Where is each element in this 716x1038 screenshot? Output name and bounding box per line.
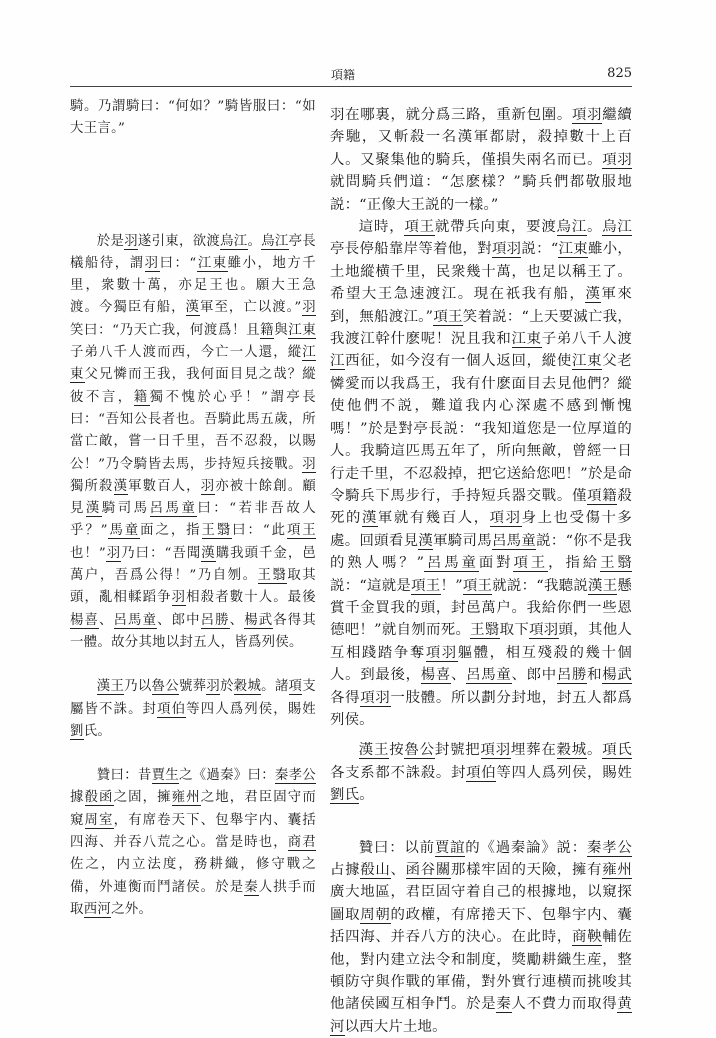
text-run: 雖小，土地縱横千里，民衆幾十萬，也足以稱王了。希望大王急速渡江。現在祇我有船， <box>330 241 633 303</box>
left-paragraph-3 <box>70 676 316 743</box>
text-run: 説：“ <box>521 241 559 258</box>
proper-noun: 烏江 <box>602 219 632 236</box>
proper-noun: 羽 <box>301 300 316 316</box>
text-run: 。 <box>359 787 374 804</box>
proper-noun: 殽山 <box>360 862 391 878</box>
proper-noun: 賈生 <box>151 768 179 784</box>
text-run: 説：“這就是 <box>330 577 412 594</box>
text-run: 廣大地區，君臣固守着自己的根據地，以窺探圖取 <box>330 884 632 923</box>
proper-noun: 漢王 <box>588 577 618 594</box>
proper-noun: 王翳 <box>470 622 500 639</box>
text-run: 封號把 <box>434 742 481 759</box>
text-run: 乃曰：“吾聞 <box>121 545 202 561</box>
proper-noun: 秦孝公 <box>586 839 632 856</box>
proper-noun: 項伯 <box>157 701 187 717</box>
text-run: 乃以 <box>124 679 152 695</box>
text-run: 各得其一體。故分其地以封五人，皆爲列侯。 <box>70 612 316 650</box>
proper-noun: 羽 <box>144 255 160 271</box>
text-run: 支屬皆不誅。封 <box>70 679 316 717</box>
left-column-classical-text <box>70 96 316 921</box>
text-run: 軍就有幾百人， <box>377 510 490 527</box>
proper-noun: 函谷關 <box>405 862 451 878</box>
proper-noun: 江東 <box>558 241 588 258</box>
proper-noun: 呂馬童 <box>424 555 479 572</box>
text-run: 以西大片土地。 <box>344 1018 447 1035</box>
text-run: 各支系都不誅殺。封 <box>330 764 467 781</box>
proper-noun: 項王 <box>513 555 549 572</box>
proper-noun: 王翳 <box>257 568 288 584</box>
proper-noun: 項羽 <box>425 644 458 661</box>
text-run: 的政權，有席捲天下、包舉宇内、囊括四海、并吞八方的決心。在此時， <box>330 906 633 946</box>
text-run: 之外。 <box>111 901 153 917</box>
proper-noun: 王翳 <box>600 555 633 572</box>
text-run: 這時， <box>358 219 405 236</box>
proper-noun: 楊喜 <box>420 667 451 684</box>
text-run: 。 <box>247 233 262 249</box>
proper-noun: 周朝 <box>360 906 391 923</box>
proper-noun: 呂馬童 <box>491 532 537 549</box>
text-run: 等四人爲列侯，賜姓 <box>496 764 632 781</box>
proper-noun: 江東 <box>70 345 316 383</box>
text-run: 就問騎兵們道：“怎麽樣？”騎兵們都敬服地説：“正像大王説的一樣。” <box>330 174 632 213</box>
text-run: 之固，擁 <box>113 790 172 806</box>
proper-noun: 項王 <box>411 577 441 594</box>
text-run: 曰：“若非吾故人乎？” <box>70 501 316 539</box>
proper-noun: 羽 <box>200 478 216 494</box>
text-run: 身上也受傷十多處。回頭看見 <box>330 510 632 549</box>
text-run: 贊曰：昔 <box>96 768 152 784</box>
text-run: 就帶兵向東，要渡 <box>434 219 557 236</box>
text-run: 、郎中 <box>511 667 557 684</box>
proper-noun: 羽 <box>302 456 316 472</box>
proper-noun: 漢 <box>361 510 378 527</box>
text-run: ！” <box>440 577 463 594</box>
text-run: 遂引東，欲渡 <box>137 233 221 249</box>
text-run: 人不費力而取得 <box>511 996 618 1013</box>
proper-noun: 賈誼 <box>434 839 466 856</box>
right-paragraph-2 <box>330 216 632 731</box>
text-run: 、郎中 <box>157 612 201 628</box>
text-run: 獨不愧於心乎！”謂亭長曰：“吾知公長者也。吾騎此馬五歲，所當亡敵，嘗一日千里，吾不忍殺，以賜公！”乃令騎皆去馬，步持短兵接戰。 <box>70 389 316 472</box>
proper-noun: 秦 <box>244 879 259 895</box>
text-run: 於 <box>220 679 234 695</box>
proper-noun: 烏江 <box>261 233 289 249</box>
proper-noun: 漢 <box>113 478 129 494</box>
right-column-translation <box>330 96 632 1038</box>
text-run: 、 <box>229 612 245 628</box>
text-run: 軍數百人， <box>128 478 201 494</box>
proper-noun: 周室 <box>84 812 114 828</box>
text-run: 雖小，地方千里，衆數十萬，亦足王也。願大王急渡。今獨臣有船， <box>70 255 316 316</box>
text-run: 説：“你不是我的熟人嗎？” <box>330 532 633 572</box>
text-run: 騎司馬 <box>101 501 150 517</box>
text-run: 按 <box>389 742 405 759</box>
proper-noun: 穀城 <box>233 679 262 695</box>
text-run: 子弟八千人渡 <box>541 331 633 348</box>
proper-noun: 項王 <box>286 523 316 539</box>
proper-noun: 漢王 <box>96 679 125 695</box>
proper-noun: 秦 <box>496 996 512 1013</box>
text-run: 羽在哪裏，就分爲三路，重新包圍。 <box>330 107 573 123</box>
text-run: 。 <box>586 219 603 236</box>
proper-noun: 項羽 <box>489 510 522 527</box>
proper-noun: 楊武 <box>602 667 632 684</box>
text-run: 亭長檥船待，謂 <box>70 233 316 271</box>
text-run: 繼續奔馳，又斬殺一名漢軍都尉，殺掉數十上百人。又聚集他的騎兵，僅損失兩名而已。 <box>330 107 633 168</box>
right-paragraph-1 <box>330 104 632 216</box>
proper-noun: 呂勝 <box>200 612 230 628</box>
proper-noun: 江東 <box>196 255 228 271</box>
text-run: ，指給 <box>548 555 601 572</box>
right-paragraph-4 <box>330 837 632 1038</box>
proper-noun: 殽函 <box>84 790 114 806</box>
proper-noun: 劉 <box>70 723 84 739</box>
proper-noun: 漢 <box>585 286 602 303</box>
text-run: 於是 <box>96 233 125 249</box>
text-run: 。 <box>586 742 603 759</box>
proper-noun: 漢 <box>201 545 216 561</box>
proper-noun: 烏江 <box>220 233 248 249</box>
proper-noun: 羽 <box>171 590 187 606</box>
proper-noun: 項羽 <box>529 622 559 639</box>
text-run: 就説：“我聽説 <box>492 577 589 594</box>
proper-noun: 項 <box>288 679 303 695</box>
text-run: 、 <box>390 862 406 878</box>
text-run: 號葬 <box>178 679 207 695</box>
proper-noun: 江東 <box>572 353 603 370</box>
text-run: 占據 <box>330 862 361 878</box>
text-run: 父老憐愛而以我爲王，我有什麽面目去見他們？縱使他們不説，難道我内心深處不感到慚愧嗎！”於是對亭長説：“我知道您是一位厚道的人。我騎這匹馬五年了，所向無敵，曾經一日行走千里，不忍殺掉，把它送給您吧！”於是命令騎兵下馬步行，手持短兵器交戰。僅 <box>330 353 633 504</box>
proper-noun: 項王 <box>404 219 435 236</box>
header-rule <box>70 86 632 87</box>
proper-noun: 商君 <box>287 835 316 851</box>
text-run: 殺死的 <box>330 487 633 527</box>
text-run: 氏。 <box>83 723 112 739</box>
text-run: 那樣牢固的天險，擁有 <box>451 862 603 878</box>
text-run: 購我頭千金，邑萬户，吾爲公得！”乃自刎。 <box>70 545 316 584</box>
proper-noun: 籍 <box>133 389 150 405</box>
proper-noun: 漢王 <box>358 742 390 759</box>
proper-noun: 項羽 <box>360 689 391 706</box>
proper-noun: 漢 <box>85 501 102 517</box>
text-run: 、 <box>451 667 467 684</box>
text-run: 懸賞千金買我的頭，封邑萬户。我給你們一些恩德吧！”就自刎而死。 <box>330 577 633 639</box>
text-run: 軀體，相互殘殺的幾十個人。到最後， <box>330 644 633 684</box>
text-run: 軍來到，無船渡江。” <box>330 286 632 325</box>
proper-noun: 雍州 <box>602 862 632 878</box>
text-run: 的《過秦論》説： <box>465 839 587 856</box>
proper-noun: 羽 <box>106 545 122 561</box>
proper-noun: 呂馬童 <box>113 612 158 628</box>
proper-noun: 項籍 <box>587 487 618 504</box>
text-run: 據 <box>70 790 85 806</box>
text-run: 、 <box>99 612 114 628</box>
text-run: 之《過秦》曰： <box>179 768 275 784</box>
text-run: 亦被十餘創。顧見 <box>70 478 317 517</box>
text-run: 子弟八千人渡而西，今亡一人還，縱 <box>70 345 303 361</box>
proper-noun: 黄河 <box>330 996 633 1035</box>
text-run: 。諸 <box>261 679 289 695</box>
text-run: 之地，君臣固守而窺 <box>70 790 317 828</box>
proper-noun: 江東 <box>511 331 542 348</box>
proper-noun: 江 <box>330 353 346 370</box>
left-paragraph-2 <box>70 231 316 655</box>
text-run: 面對 <box>478 555 514 572</box>
left-paragraph-1: 騎。乃謂騎曰：“何如？”騎皆服曰：“如大王言。” <box>70 99 316 137</box>
proper-noun: 楊武 <box>244 612 274 628</box>
proper-noun: 籍 <box>260 322 275 338</box>
proper-noun: 漢 <box>185 300 200 316</box>
text-run: 獨所殺 <box>70 478 114 494</box>
text-run: 面之，指 <box>140 523 202 539</box>
text-run: 佐之，内立法度，務耕織，修守戰之備，外連衡而鬥諸侯。於是 <box>70 857 316 895</box>
proper-noun: 項伯 <box>466 764 497 781</box>
text-run: 也！” <box>70 545 107 561</box>
proper-noun: 雍州 <box>171 790 201 806</box>
proper-noun: 呂馬童 <box>149 501 198 517</box>
text-run: 等四人爲列侯，賜姓 <box>186 701 316 717</box>
running-header-title: 項籍 <box>330 68 355 82</box>
proper-noun: 劉氏 <box>330 787 360 804</box>
text-run: 曰：“此 <box>232 523 287 539</box>
page-number: 825 <box>607 66 632 81</box>
text-run: ，有席卷天下、包舉宇内、囊括四海、并吞八荒之心。當是時也， <box>70 812 316 851</box>
text-run: 各得 <box>330 689 361 706</box>
text-run: 曰：“ <box>159 255 197 271</box>
text-run: 贊曰：以前 <box>358 839 435 856</box>
text-run: 頭，其他人互相踐踏争奪 <box>330 622 633 661</box>
text-run: 取其頭，亂相輮蹈争 <box>70 568 316 606</box>
proper-noun: 項氏 <box>602 742 633 759</box>
text-run: 相殺者數十人。最後 <box>186 590 316 606</box>
proper-noun: 羽 <box>206 679 221 695</box>
left-paragraph-4 <box>70 765 316 921</box>
proper-noun: 呂馬童 <box>466 667 512 684</box>
proper-noun: 呂勝 <box>556 667 588 684</box>
proper-noun: 項王 <box>433 308 463 325</box>
text-run: 笑着説：“上天要滅亡我，我渡江幹什麽呢！況且我和 <box>330 308 632 348</box>
proper-noun: 魯公 <box>151 679 179 695</box>
proper-noun: 魯公 <box>404 742 435 759</box>
text-run: 人拱手而取 <box>70 879 316 917</box>
text-run: 軍至，亡以渡。” <box>200 300 302 316</box>
text-run: 一肢體。所以劃分封地，封五人都爲列侯。 <box>330 689 633 728</box>
proper-noun: 漢 <box>418 532 434 549</box>
proper-noun: 烏江 <box>556 219 587 236</box>
proper-noun: 商鞅 <box>572 929 603 946</box>
proper-noun: 王翳 <box>201 523 233 539</box>
text-run: 笑曰：“乃天亡我，何渡爲！且 <box>70 322 261 338</box>
proper-noun: 項王 <box>462 577 493 594</box>
text-run: 亭長停船靠岸等着他，對 <box>330 241 492 258</box>
proper-noun: 秦孝公 <box>274 768 316 784</box>
text-run: 取下 <box>499 622 530 639</box>
text-run: 軍騎司馬 <box>433 532 492 549</box>
text-run: 埋葬在 <box>510 742 557 759</box>
proper-noun: 羽 <box>124 233 138 249</box>
proper-noun: 項羽 <box>602 151 632 168</box>
right-paragraph-3 <box>330 739 632 806</box>
proper-noun: 楊喜 <box>70 612 100 628</box>
proper-noun: 項羽 <box>491 241 522 258</box>
text-run: 父兄憐而王我，我何面目見之哉？縱彼不言， <box>70 367 316 405</box>
text-run: 輔佐他，對内建立法令和制度，獎勵耕織生産，整頓防守與作戰的軍備，對外實行連横而挑唆其他諸侯國互相争鬥。於是 <box>330 929 633 1013</box>
proper-noun: 江東 <box>288 322 317 338</box>
proper-noun: 項羽 <box>572 107 603 123</box>
text-run: 西征，如今沒有一個人返回，縱使 <box>345 353 573 370</box>
text-run: 與 <box>274 322 289 338</box>
text-run: 和 <box>587 667 603 684</box>
proper-noun: 馬童 <box>107 523 141 539</box>
proper-noun: 穀城 <box>556 742 587 759</box>
proper-noun: 西河 <box>83 901 112 917</box>
proper-noun: 項羽 <box>480 742 511 759</box>
